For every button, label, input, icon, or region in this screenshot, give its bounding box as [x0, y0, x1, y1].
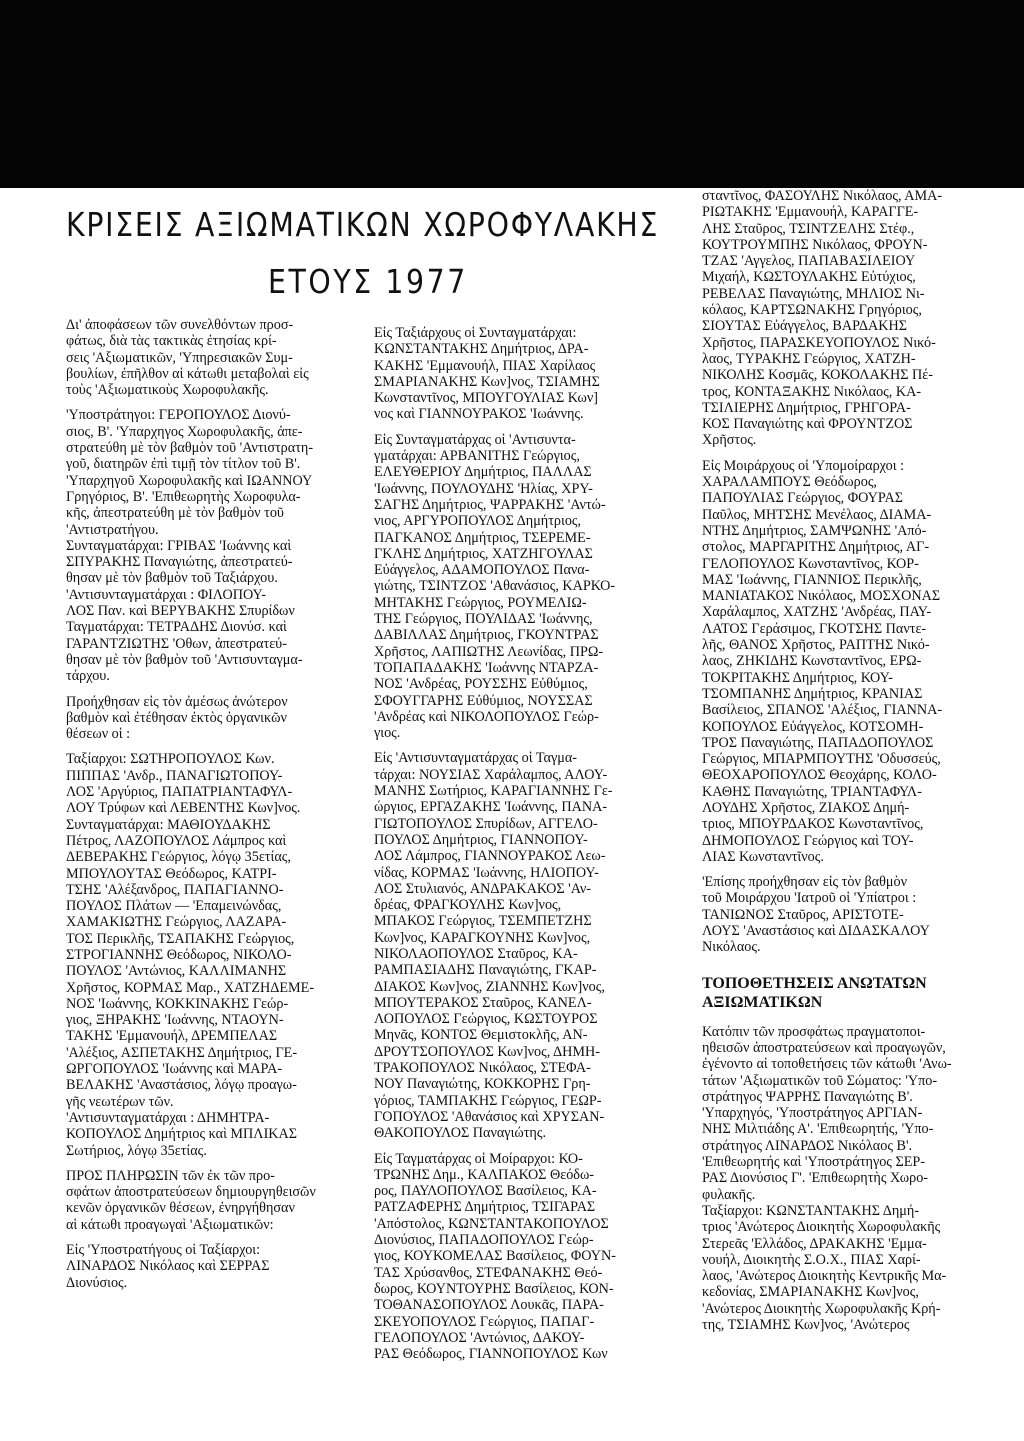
paragraph [66, 751, 362, 1158]
text-line: ΚΑΘΗΣ Παναγιώτης, ΤΡΙΑΝΤΑΦΥΛ- [702, 783, 922, 800]
text-line: βαθμὸν καὶ ἐτέθησαν ἐκτὸς ὀργανικῶν [66, 709, 287, 726]
text-line: ΓΙΩΤΟΠΟΥΛΟΣ Σπυρίδων, ΑΓΓΕΛΟ- [374, 815, 598, 832]
text-line: ΝΟΣ 'Ανδρέας, ΡΟΥΣΣΗΣ Εὐθύμιος, [374, 676, 588, 693]
text-line: ΚΟΣ Παναγιώτης καὶ ΦΡΟΥΝΤΖΟΣ [702, 416, 913, 433]
text-line: ΚΟΠΟΥΛΟΣ Εὐάγγελος, ΚΟΤΣΟΜΗ- [702, 718, 924, 735]
text-line: Συνταγματάρχαι: ΜΑΘΙΟΥΔΑΚΗΣ [66, 816, 271, 833]
text-line: ΩΡΓΟΠΟΥΛΟΣ 'Ιωάννης καὶ ΜΑΡΑ- [66, 1061, 283, 1078]
text-line: ΤΡΟΣ Παναγιώτης, ΠΑΠΑΔΟΠΟΥΛΟΣ [702, 734, 934, 751]
text-line: ΝΙΚΟΛΗΣ Κοσμᾶς, ΚΟΚΟΛΑΚΗΣ Πέ- [702, 367, 933, 384]
text-line: ΜΑΝΙΑΤΑΚΟΣ Νικόλαος, ΜΟΣΧΟΝΑΣ [702, 588, 941, 605]
paragraph [66, 1242, 362, 1291]
paragraph [702, 874, 1016, 955]
text-line: θέσεων οἱ : [66, 726, 131, 743]
text-line: ΛΟΥΔΗΣ Χρῆστος, ΖΙΑΚΟΣ Δημή- [702, 799, 910, 816]
text-line: ΛΙΑΣ Κωνσταντῖνος. [702, 848, 824, 865]
text-line: ΡΙΩΤΑΚΗΣ 'Εμμανουήλ, ΚΑΡΑΓΓΕ- [702, 204, 919, 221]
text-line: κεδονίας, ΣΜΑΡΙΑΝΑΚΗΣ Κων]νος, [702, 1284, 919, 1301]
text-line: 'Αλέξιος, ΑΣΠΕΤΑΚΗΣ Δημήτριος, ΓΕ- [66, 1044, 298, 1061]
text-line: ΝΤΗΣ Δημήτριος, ΣΑΜΨΩΝΗΣ 'Από- [702, 522, 927, 539]
paragraph [702, 458, 1016, 865]
text-line: ηθεισῶν ἀποστρατεύσεων καὶ προαγωγῶν, [702, 1039, 946, 1056]
text-line: φυλακῆς. [702, 1186, 756, 1203]
paragraph [374, 325, 680, 423]
text-line: γιος, ΚΟΥΚΟΜΕΛΑΣ Βασίλειος, ΦΟΥΝ- [374, 1248, 617, 1265]
text-line: Χρῆστος, ΠΑΡΑΣΚΕΥΟΠΟΥΛΟΣ Νικό- [702, 334, 936, 351]
text-line: ΡΑΣ Διονύσιος Γ'. 'Επιθεωρητὴς Χωρο- [702, 1170, 929, 1187]
text-line: ΤΑΝΙΩΝΟΣ Σταῦρος, ΑΡΙΣΤΟΤΕ- [702, 906, 904, 923]
text-line: δωρος, ΚΟΥΝΤΟΥΡΗΣ Βασίλειος, ΚΟΝ- [374, 1280, 614, 1297]
text-line: ΠΟΥΛΟΣ 'Αντώνιος, ΚΑΛΛΙΜΑΝΗΣ [66, 963, 287, 980]
text-line: ΛΟΣ 'Αργύριος, ΠΑΠΑΤΡΙΑΝΤΑΦΥΛ- [66, 784, 293, 801]
text-line: 'Επιθεωρητής καὶ 'Υποστράτηγος ΣΕΡ- [702, 1154, 926, 1171]
text-line: Χρῆστος, ΚΟΡΜΑΣ Μαρ., ΧΑΤΖΗΔΕΜΕ- [66, 979, 315, 996]
text-line: ΛΙΝΑΡΔΟΣ Νικόλαος καὶ ΣΕΡΡΑΣ [66, 1258, 270, 1275]
text-line: τριος 'Ανώτερος Διοικητὴς Χωροφυλακῆς [702, 1219, 941, 1236]
text-line: ΛΟΠΟΥΛΟΣ Γεώργιος, ΚΩΣΤΟΥΡΟΣ [374, 1011, 598, 1028]
text-line: Χρῆστος. [702, 432, 757, 449]
text-line: Συνταγματάρχαι: ΓΡΙΒΑΣ 'Ιωάννης καὶ [66, 537, 292, 554]
text-line: 'Απόστολος, ΚΩΝΣΤΑΝΤΑΚΟΠΟΥΛΟΣ [374, 1215, 609, 1232]
text-line: Ταγματάρχαι: ΤΕΤΡΑΔΗΣ Διονύσ. καὶ [66, 619, 287, 636]
text-line: ΝΟΥ Παναγιώτης, ΚΟΚΚΟΡΗΣ Γρη- [374, 1076, 591, 1093]
text-line: λαος, ΤΥΡΑΚΗΣ Γεώργιος, ΧΑΤΖΗ- [702, 350, 916, 367]
text-line: ΜΑΣ 'Ιωάννης, ΓΙΑΝΝΙΟΣ Περικλῆς, [702, 571, 922, 588]
text-line: Διονύσιος, ΠΑΠΑΔΟΠΟΥΛΟΣ Γεώρ- [374, 1232, 594, 1249]
paragraph [374, 1151, 680, 1363]
text-line: γοῦ, διατηρῶν ἐπὶ τιμῇ τὸν τίτλον τοῦ Β'. [66, 456, 301, 473]
text-line: ΓΟΠΟΥΛΟΣ 'Αθανάσιος καὶ ΧΡΥΣΑΝ- [374, 1108, 605, 1125]
text-line: ΤΟΚΡΙΤΑΚΗΣ Δημήτριος, ΚΟΥ- [702, 669, 893, 686]
text-line: Εἰς Μοιράρχους οἱ 'Υπομοίραρχοι : [702, 457, 905, 474]
text-line: ΘΑΚΟΠΟΥΛΟΣ Παναγιώτης. [374, 1125, 547, 1142]
text-line: ΛΗΣ Σταῦρος, ΤΣΙΝΤΖΕΛΗΣ Στέφ., [702, 220, 915, 237]
text-line: ΣΜΑΡΙΑΝΑΚΗΣ Κων]νος, ΤΣΙΑΜΗΣ [374, 373, 600, 390]
text-line: κόλαος, ΚΑΡΤΣΩΝΑΚΗΣ Γρηγόριος, [702, 302, 922, 319]
text-line: ΚΟΠΟΥΛΟΣ Δημήτριος καὶ ΜΠΛΙΚΑΣ [66, 1126, 298, 1143]
text-line: ΔΗΜΟΠΟΥΛΟΣ Γεώργιος καὶ ΤΟΥ- [702, 832, 914, 849]
text-line: Κων]νος, ΚΑΡΑΓΚΟΥΝΗΣ Κων]νος, [374, 929, 591, 946]
text-line: Χρῆστος, ΛΑΠΙΩΤΗΣ Λεωνίδας, ΠΡΩ- [374, 643, 604, 660]
text-line: Βασίλειος, ΣΠΑΝΟΣ 'Αλέξιος, ΓΙΑΝΝΑ- [702, 702, 943, 719]
text-line: στρατεύθη μὲ τὸν βαθμὸν τοῦ 'Αντιστρατη- [66, 440, 314, 457]
text-line: ΤΣΗΣ 'Αλέξανδρος, ΠΑΠΑΓΙΑΝΝΟ- [66, 881, 284, 898]
text-line: κενῶν ὀργανικῶν θέσεων, ἐνηργήθησαν [66, 1200, 295, 1217]
text-line: κῆς, ἀπεστρατεύθη μὲ τὸν βαθμὸν τοῦ [66, 505, 284, 522]
text-line: 'Επίσης προήχθησαν εἰς τὸν βαθμὸν [702, 874, 908, 891]
paragraph [374, 432, 680, 742]
text-line: ΓΕΛΟΠΟΥΛΟΣ 'Αντώνιος, ΔΑΚΟΥ- [374, 1329, 585, 1346]
text-line: Ταξίαρχοι: ΣΩΤΗΡΟΠΟΥΛΟΣ Κων. [66, 751, 275, 768]
header-rule [120, 178, 1024, 188]
text-line: Μιχαήλ, ΚΩΣΤΟΥΛΑΚΗΣ Εὐτύχιος, [702, 269, 916, 286]
text-line: ΔΕΒΕΡΑΚΗΣ Γεώργιος, λόγῳ 35ετίας, [66, 849, 291, 866]
text-line: νος καὶ ΓΙΑΝΝΟΥΡΑΚΟΣ 'Ιωάννης. [374, 406, 584, 423]
text-line: Προήχθησαν εἰς τὸν ἀμέσως ἀνώτερον [66, 693, 288, 710]
text-line: ΣΦΟΥΓΓΑΡΗΣ Εὐθύμιος, ΝΟΥΣΣΑΣ [374, 692, 593, 709]
text-line: Εἰς 'Αντισυνταγματάρχας οἱ Ταγμα- [374, 750, 578, 767]
text-line: ΠΡΟΣ ΠΛΗΡΩΣΙΝ τῶν ἐκ τῶν προ- [66, 1167, 275, 1184]
text-line: αἱ κάτωθι προαγωγαὶ 'Αξιωματικῶν: [66, 1216, 274, 1233]
text-line: γιώτης, ΤΣΙΝΤΖΟΣ 'Αθανάσιος, ΚΑΡΚΟ- [374, 578, 616, 595]
text-line: 'Ιωάννης, ΠΟΥΛΟΥΔΗΣ 'Ηλίας, ΧΡΥ- [374, 480, 593, 497]
paragraph [66, 407, 362, 684]
text-line: ΤΟΘΑΝΑΣΟΠΟΥΛΟΣ Λουκᾶς, ΠΑΡΑ- [374, 1297, 604, 1314]
text-line: ΜΠΟΥΤΕΡΑΚΟΣ Σταῦρος, ΚΑΝΕΛ- [374, 994, 592, 1011]
header-black-band [0, 0, 1024, 188]
text-line: φάτως, διὰ τὰς τακτικὰς ἐτησίας κρί- [66, 333, 277, 350]
text-line: νιος, ΑΡΓΥΡΟΠΟΥΛΟΣ Δημήτριος, [374, 513, 582, 530]
text-line: 'Αντιστρατήγου. [66, 521, 159, 538]
text-line: ΜΠΟΥΛΟΥΤΑΣ Θεόδωρος, ΚΑΤΡΙ- [66, 865, 277, 882]
text-line: ΒΕΛΑΚΗΣ 'Αναστάσιος, λόγῳ προαγω- [66, 1077, 297, 1094]
text-line: ΤΣΟΜΠΑΝΗΣ Δημήτριος, ΚΡΑΝΙΑΣ [702, 685, 923, 702]
text-line: στολος, ΜΑΡΓΑΡΙΤΗΣ Δημήτριος, ΑΓ- [702, 539, 930, 556]
text-line: ΚΑΚΗΣ 'Εμμανουήλ, ΠΙΑΣ Χαρίλαος [374, 357, 596, 374]
section-heading [702, 974, 1016, 1012]
text-line: Εἰς Συνταγματάρχας οἱ 'Αντισυντα- [374, 431, 576, 448]
text-line: 'Υποστράτηγοι: ΓΕΡΟΠΟΥΛΟΣ Διονύ- [66, 407, 291, 424]
text-line: λῆς, ΘΑΝΟΣ Χρῆστος, ΡΑΠΤΗΣ Νικό- [702, 637, 930, 654]
paragraph [702, 188, 1016, 449]
text-line: στράτηγος ΨΑΡΡΗΣ Παναγιώτης Β'. [702, 1088, 913, 1105]
text-line: ΡΑΤΖΑΦΕΡΗΣ Δημήτριος, ΤΣΙΓΑΡΑΣ [374, 1199, 596, 1216]
text-line: ΝΙΚΟΛΑΟΠΟΥΛΟΣ Σταῦρος, ΚΑ- [374, 945, 578, 962]
paragraph [66, 694, 362, 743]
text-line: ΠΑΠΟΥΛΙΑΣ Γεώργιος, ΦΟΥΡΑΣ [702, 490, 903, 507]
text-line: Εἰς 'Υποστρατήγους οἱ Ταξίαρχοι: [66, 1242, 261, 1259]
text-line: ΠΙΠΠΑΣ 'Ανδρ., ΠΑΝΑΓΙΩΤΟΠΟΥ- [66, 767, 283, 784]
text-line: ΤΡΩΝΗΣ Δημ., ΚΑΛΠΑΚΟΣ Θεόδω- [374, 1166, 595, 1183]
text-line: δρέας, ΦΡΑΓΚΟΥΛΗΣ Κων]νος, [374, 897, 562, 914]
text-line: στράτηγος ΛΙΝΑΡΔΟΣ Νικόλαος Β'. [702, 1137, 913, 1154]
text-line: λαος, ΖΗΚΙΔΗΣ Κωνσταντῖνος, ΕΡΩ- [702, 653, 922, 670]
text-line: Κωνσταντῖνος, ΜΠΟΥΓΟΥΛΙΑΣ Κων] [374, 390, 598, 407]
text-line: τάτων 'Αξιωματικῶν τοῦ Σώματος: 'Υπο- [702, 1072, 938, 1089]
text-line: Γεώργιος, ΜΠΑΡΜΠΟΥΤΗΣ 'Οδυσσεύς, [702, 751, 941, 768]
text-line: ΜΠΑΚΟΣ Γεώργιος, ΤΣΕΜΠΕΤΖΗΣ [374, 913, 592, 930]
text-line: σταντῖνος, ΦΑΣΟΥΛΗΣ Νικόλαος, ΑΜΑ- [702, 188, 943, 204]
text-line: ρος, ΠΑΥΛΟΠΟΥΛΟΣ Βασίλειος, ΚΑ- [374, 1183, 597, 1200]
text-line: ΛΟΣ Παν. καὶ ΒΕΡΥΒΑΚΗΣ Σπυρίδων [66, 603, 295, 620]
text-line: Στερεᾶς 'Ελλάδος, ΔΡΑΚΑΚΗΣ 'Εμμα- [702, 1235, 927, 1252]
text-line: Σωτήριος, λόγῳ 35ετίας. [66, 1142, 207, 1159]
text-line: ΓΑΡΑΝΤΖΙΩΤΗΣ 'Οθων, ἀπεστρατεύ- [66, 635, 287, 652]
text-line: ΠΟΥΛΟΣ Δημήτριος, ΓΙΑΝΝΟΠΟΥ- [374, 831, 588, 848]
text-line: ΧΑΡΑΛΑΜΠΟΥΣ Θεόδωρος, [702, 474, 877, 491]
text-line: Διονύσιος. [66, 1274, 128, 1291]
text-line: Νικόλαος. [702, 939, 761, 956]
text-line: ΣΙΟΥΤΑΣ Εὐάγγελος, ΒΑΡΔΑΚΗΣ [702, 318, 908, 335]
paragraph [66, 1168, 362, 1233]
text-line: ΔΙΑΚΟΣ Κων]νος, ΖΙΑΝΝΗΣ Κων]νος, [374, 978, 605, 995]
page-title: ΚΡΙΣΕΙΣ ΑΞΙΩΜΑΤΙΚΩΝ ΧΩΡΟΦΥΛΑΚΗΣ [66, 205, 660, 244]
text-line: Κατόπιν τῶν προσφάτως πραγματοποι- [702, 1023, 926, 1040]
text-line: 'Υπαρχηγοῦ Χωροφυλακῆς καὶ ΙΩΑΝΝΟΥ [66, 472, 313, 489]
text-line: γόριος, ΤΑΜΠΑΚΗΣ Γεώργιος, ΓΕΩΡ- [374, 1092, 602, 1109]
text-line: Εἰς Ταξιάρχους οἱ Συνταγματάρχαι: [374, 325, 577, 341]
text-line: γματάρχαι: ΑΡΒΑΝΙΤΗΣ Γεώργιος, [374, 448, 580, 465]
text-line: 'Ανώτερος Διοικητὴς Χωροφυλακῆς Κρή- [702, 1300, 941, 1317]
text-line: ΕΛΕΥΘΕΡΙΟΥ Δημήτριος, ΠΑΛΛΑΣ [374, 464, 592, 481]
text-line: ΤΟΠΑΠΑΔΑΚΗΣ 'Ιωάννης ΝΤΑΡΖΑ- [374, 659, 599, 676]
page-subtitle: ΕΤΟΥΣ 1977 [268, 262, 468, 301]
text-line: ΔΡΟΥΤΣΟΠΟΥΛΟΣ Κων]νος, ΔΗΜΗ- [374, 1043, 601, 1060]
text-line: ΧΑΜΑΚΙΩΤΗΣ Γεώργιος, ΛΑΖΑΡΑ- [66, 914, 287, 931]
text-line: ΣΑΓΗΣ Δημήτριος, ΨΑΡΡΑΚΗΣ 'Αντώ- [374, 496, 606, 513]
text-line: λαος, 'Ανώτερος Διοικητὴς Κεντρικῆς Μα- [702, 1268, 947, 1285]
text-line: γῆς νεωτέρων τῶν. [66, 1093, 174, 1110]
text-line: τοὺς 'Αξιωματικοὺς Χωροφυλακῆς. [66, 382, 269, 399]
text-line: ΜΑΝΗΣ Σωτήριος, ΚΑΡΑΓΙΑΝΝΗΣ Γε- [374, 783, 613, 800]
text-line: ΛΟΣ Στυλιανός, ΑΝΔΡΑΚΑΚΟΣ 'Αν- [374, 880, 592, 897]
text-line: τάρχαι: ΝΟΥΣΙΑΣ Χαράλαμπος, ΑΛΟΥ- [374, 766, 608, 783]
text-line: ΘΕΟΧΑΡΟΠΟΥΛΟΣ Θεοχάρης, ΚΟΛΟ- [702, 767, 937, 784]
section-heading-line: ΑΞΙΩΜΑΤΙΚΩΝ [702, 993, 823, 1011]
article-column-3 [702, 188, 1016, 1342]
text-line: 'Αντισυνταγματάρχαι : ΦΙΛΟΠΟΥ- [66, 586, 266, 603]
article-column-2 [374, 325, 680, 1371]
text-line: ΠΟΥΛΟΣ Πλάτων — 'Επαμεινώνδας, [66, 898, 282, 915]
text-line: γιος, ΞΗΡΑΚΗΣ 'Ιωάννης, ΝΤΑΟΥΝ- [66, 1012, 284, 1029]
text-line: ΓΕΛΟΠΟΥΛΟΣ Κωνσταντῖνος, ΚΟΡ- [702, 555, 919, 572]
text-line: Γρηγόριος, Β'. 'Επιθεωρητὴς Χωροφυλα- [66, 488, 301, 505]
text-line: ἐγένοντο αἱ τοποθετήσεις τῶν κάτωθι 'Ανω- [702, 1056, 952, 1073]
text-line: ΓΚΛΗΣ Δημήτριος, ΧΑΤΖΗΓΟΥΛΑΣ [374, 545, 593, 562]
text-line: θησαν μὲ τὸν βαθμὸν τοῦ 'Αντισυνταγμα- [66, 651, 303, 668]
text-line: ΚΟΥΤΡΟΥΜΠΗΣ Νικόλαος, ΦΡΟΥΝ- [702, 236, 928, 253]
text-line: γιος. [374, 725, 401, 742]
text-line: ΣΚΕΥΟΠΟΥΛΟΣ Γεώργιος, ΠΑΠΑΓ- [374, 1313, 595, 1330]
paragraph [374, 750, 680, 1141]
text-line: ΝΗΣ Μιλτιάδης Α'. 'Επιθεωρητής, 'Υπο- [702, 1121, 934, 1138]
text-line: Δι' ἀποφάσεων τῶν συνελθόντων προσ- [66, 317, 294, 333]
text-line: Χαράλαμπος, ΧΑΤΖΗΣ 'Ανδρέας, ΠΑΥ- [702, 604, 932, 621]
text-line: ΤΑΚΗΣ 'Εμμανουήλ, ΔΡΕΜΠΕΛΑΣ [66, 1028, 278, 1045]
text-line: 'Υπαρχηγός, 'Υποστράτηγος ΑΡΓΙΑΝ- [702, 1105, 923, 1122]
text-line: ΤΗΣ Γεώργιος, ΠΟΥΛΙΔΑΣ 'Ιωάννης, [374, 611, 593, 628]
text-line: 'Ανδρέας καὶ ΝΙΚΟΛΟΠΟΥΛΟΣ Γεώρ- [374, 708, 599, 725]
paragraph [66, 317, 362, 398]
text-line: σεις 'Αξιωματικῶν, 'Υπηρεσιακῶν Συμ- [66, 349, 293, 366]
text-line: ΠΑΓΚΑΝΟΣ Δημήτριος, ΤΣΕΡΕΜΕ- [374, 529, 591, 546]
text-line: νίδας, ΚΟΡΜΑΣ 'Ιωάννης, ΗΛΙΟΠΟΥ- [374, 864, 599, 881]
text-line: ΣΠΥΡΑΚΗΣ Παναγιώτης, ἀπεστρατεύ- [66, 554, 293, 571]
text-line: ΜΗΤΑΚΗΣ Γεώργιος, ΡΟΥΜΕΛΙΩ- [374, 594, 587, 611]
text-line: της, ΤΣΙΑΜΗΣ Κων]νος, 'Ανώτερος [702, 1317, 910, 1333]
text-line: ΤΡΑΚΟΠΟΥΛΟΣ Νικόλαος, ΣΤΕΦΑ- [374, 1060, 591, 1077]
text-line: ΤΑΣ Χρύσανθος, ΣΤΕΦΑΝΑΚΗΣ Θεό- [374, 1264, 603, 1281]
text-line: 'Αντισυνταγματάρχαι : ΔΗΜΗΤΡΑ- [66, 1109, 270, 1126]
text-line: Εὐάγγελος, ΑΔΑΜΟΠΟΥΛΟΣ Πανα- [374, 562, 590, 579]
text-line: σφάτων ἀποστρατεύσεων δημιουργηθεισῶν [66, 1184, 316, 1201]
text-line: ΛΟΣ Λάμπρος, ΓΙΑΝΝΟΥΡΑΚΟΣ Λεω- [374, 848, 606, 865]
text-line: Εἰς Ταγματάρχας οἱ Μοίραρχοι: ΚΟ- [374, 1150, 583, 1167]
text-line: ΛΟΥ Τρύφων καὶ ΛΕΒΕΝΤΗΣ Κων]νος. [66, 800, 301, 817]
paragraph [702, 1024, 1016, 1334]
text-line: τρος, ΚΟΝΤΑΞΑΚΗΣ Νικόλαος, ΚΑ- [702, 383, 922, 400]
text-line: ΝΟΣ 'Ιωάννης, ΚΟΚΚΙΝΑΚΗΣ Γεώρ- [66, 995, 289, 1012]
text-line: τριος, ΜΠΟΥΡΔΑΚΟΣ Κωνσταντῖνος, [702, 816, 924, 833]
text-line: ΔΑΒΙΛΛΑΣ Δημήτριος, ΓΚΟΥΝΤΡΑΣ [374, 627, 599, 644]
text-line: ΣΤΡΟΓΙΑΝΝΗΣ Θεόδωρος, ΝΙΚΟΛΟ- [66, 946, 292, 963]
text-line: ΚΩΝΣΤΑΝΤΑΚΗΣ Δημήτριος, ΔΡΑ- [374, 341, 589, 358]
text-line: βουλίων, ἐπῆλθον αἱ κάτωθι μεταβολαὶ εἰς [66, 365, 309, 382]
text-line: ΡΕΒΕΛΑΣ Παναγιώτης, ΜΗΛΙΟΣ Νι- [702, 285, 925, 302]
text-line: Πέτρος, ΛΑΖΟΠΟΥΛΟΣ Λάμπρος καὶ [66, 832, 287, 849]
article-column-1 [66, 317, 362, 1300]
text-line: σιος, Β'. 'Υπαρχηγος Χωροφυλακῆς, ἀπε- [66, 423, 303, 440]
text-line: ΛΑΤΟΣ Γεράσιμος, ΓΚΟΤΣΗΣ Παντε- [702, 620, 927, 637]
text-line: ΡΑΣ Θεόδωρος, ΓΙΑΝΝΟΠΟΥΛΟΣ Κων [374, 1346, 608, 1363]
text-line: νουήλ, Διοικητὴς Σ.Ο.Χ., ΠΙΑΣ Χαρί- [702, 1251, 921, 1268]
text-line: ΡΑΜΠΑΣΙΑΔΗΣ Παναγιώτης, ΓΚΑΡ- [374, 962, 597, 979]
text-line: ΤΣΙΛΙΕΡΗΣ Δημήτριος, ΓΡΗΓΟΡΑ- [702, 399, 911, 416]
text-line: θησαν μὲ τὸν βαθμὸν τοῦ Ταξιάρχου. [66, 570, 278, 587]
text-line: ΤΟΣ Περικλῆς, ΤΣΑΠΑΚΗΣ Γεώργιος, [66, 930, 295, 947]
text-line: Ταξίαρχοι: ΚΩΝΣΤΑΝΤΑΚΗΣ Δημή- [702, 1202, 920, 1219]
text-line: τοῦ Μοιράρχου 'Ιατροῦ οἱ 'Υπίατροι : [702, 890, 917, 907]
section-heading-line: ΤΟΠΟΘΕΤΗΣΕΙΣ ΑΝΩΤΑΤΩΝ [702, 974, 927, 992]
text-line: Μηνᾶς, ΚΟΝΤΟΣ Θεμιστοκλῆς, ΑΝ- [374, 1027, 588, 1044]
text-line: Παῦλος, ΜΗΤΣΗΣ Μενέλαος, ΔΙΑΜΑ- [702, 506, 932, 523]
text-line: ΛΟΥΣ 'Αναστάσιος καὶ ΔΙΔΑΣΚΑΛΟΥ [702, 923, 930, 940]
text-line: τάρχου. [66, 668, 110, 685]
text-line: ώργιος, ΕΡΓΑΖΑΚΗΣ 'Ιωάννης, ΠΑΝΑ- [374, 799, 608, 816]
text-line: ΤΖΑΣ 'Αγγελος, ΠΑΠΑΒΑΣΙΛΕΙΟΥ [702, 253, 916, 270]
